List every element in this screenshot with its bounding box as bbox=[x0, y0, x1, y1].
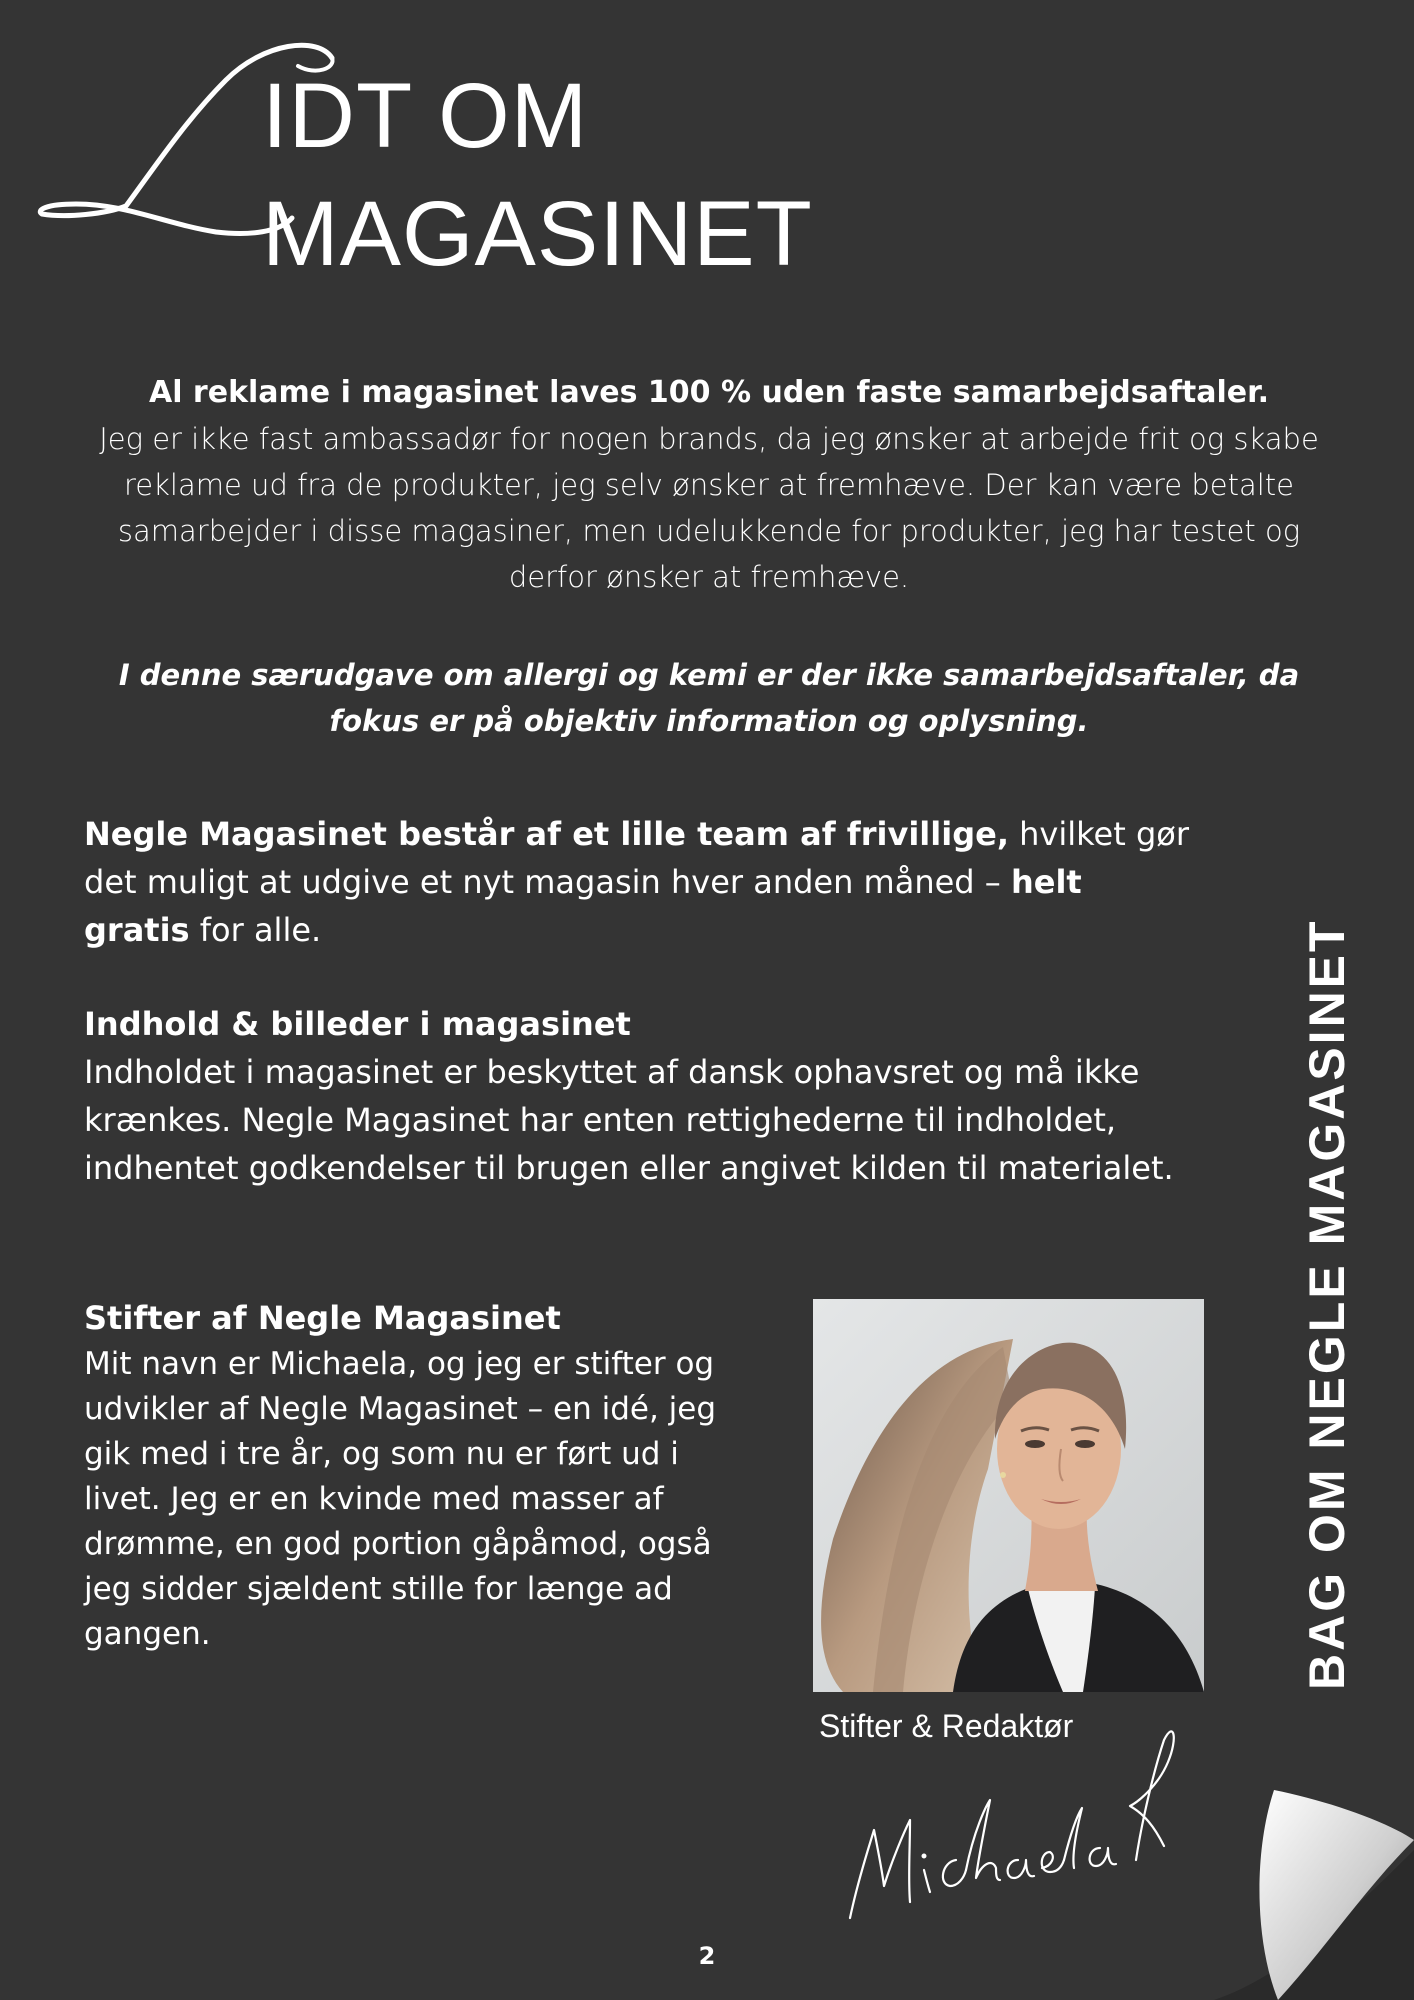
founder-section bbox=[84, 1294, 734, 1657]
page-number: 2 bbox=[698, 1942, 716, 1970]
content-rights-heading: Indhold & billeder i magasinet bbox=[84, 1005, 631, 1043]
title-line-2: MAGASINET bbox=[262, 183, 813, 285]
special-edition-note: I denne særudgave om allergi og kemi er der ikke samarbejdsaftaler, da fokus er på objektiv information og oplysning. bbox=[118, 658, 1300, 738]
founder-body: Mit navn er Michaela, og jeg er stifter og udvikler af Negle Magasinet – en idé, jeg gik med i tre år, og som nu er ført ud i livet. Jeg er en kvinde med masser af drømme, en god portion gåpåmod, også jeg sidder sjældent stille for længe ad gangen. bbox=[84, 1346, 717, 1652]
portrait-caption: Stifter & Redaktør bbox=[819, 1708, 1074, 1744]
content-rights-body: Indholdet i magasinet er beskyttet af dansk ophavsret og må ikke krænkes. Negle Magasinet har enten rettighederne til indholdet, indhentet godkendelser til brugen eller angivet kilden til materialet. bbox=[84, 1053, 1174, 1187]
side-vertical-title: BAG OM NEGLE MAGASINET bbox=[1299, 918, 1355, 1690]
team-paragraph bbox=[84, 810, 1194, 954]
portrait-illustration bbox=[813, 1299, 1204, 1692]
page-curl-corner bbox=[1214, 1790, 1414, 2000]
team-bold-lead: Negle Magasinet består af et lille team af frivillige, bbox=[84, 815, 1009, 853]
founder-heading: Stifter af Negle Magasinet bbox=[84, 1299, 561, 1337]
intro-lead: Al reklame i magasinet laves 100 % uden faste samarbejdsaftaler. bbox=[148, 375, 1270, 410]
team-text-1: hvilket gør det muligt at udgive et nyt magasin hver anden måned – bbox=[84, 815, 1189, 901]
intro-body: Jeg er ikke fast ambassadør for nogen brands, da jeg ønsker at arbejde frit og skabe reklame ud fra de produkter, jeg selv ønsker at fremhæve. Der kan være betalte samarbejder i disse magasiner, men udelukkende for produkter, jeg har testet og derfor ønsker at fremhæve. bbox=[99, 422, 1319, 594]
team-text-2: for alle. bbox=[189, 911, 322, 949]
team-bold-free: helt gratis bbox=[84, 863, 1082, 949]
content-rights-section bbox=[84, 1000, 1194, 1192]
founder-portrait bbox=[813, 1299, 1204, 1692]
signature bbox=[838, 1710, 1178, 1930]
intro-block bbox=[84, 370, 1334, 600]
title-line-1: IDT OM bbox=[262, 65, 589, 167]
